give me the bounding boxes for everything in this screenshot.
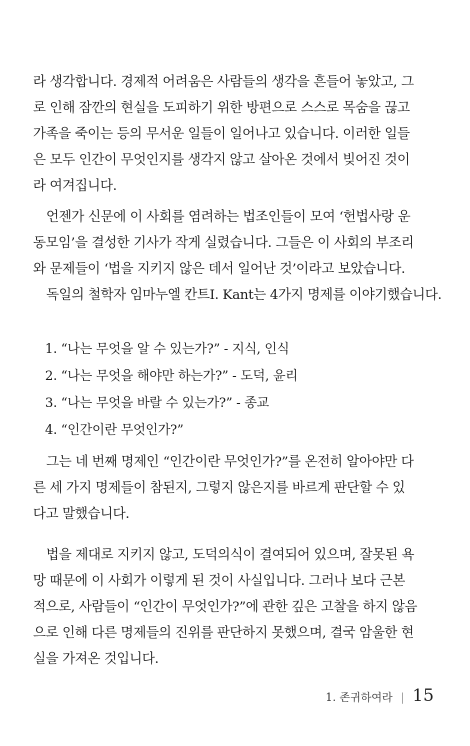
page-footer: [326, 686, 434, 706]
footer-separator: |: [400, 691, 405, 704]
text-line: 가족을 죽이는 등의 무서운 일들이 일어나고 있습니다. 이러한 일들: [33, 127, 410, 142]
text-line: 로 인해 잠깐의 현실을 도피하기 위한 방편으로 스스로 목숨을 끊고: [33, 101, 410, 116]
text-line: 법을 제대로 지키지 않고, 도덕의식이 결여되어 있으며, 잘못된 욕: [33, 548, 415, 563]
text-line: 으로 인해 다른 명제들의 진위를 판단하지 못했으며, 결국 암울한 현: [33, 626, 414, 641]
text-line: 라 여겨집니다.: [33, 179, 117, 194]
text-line: 그는 네 번째 명제인 “인간이란 무엇인가?”를 온전히 알아야만 다: [33, 455, 414, 470]
list-item: 4. “인간이란 무엇인가?”: [45, 423, 184, 438]
chapter-title: 1. 존귀하여라: [325, 691, 393, 704]
list-item: 2. “나는 무엇을 해야만 하는가?” - 도덕, 윤리: [45, 369, 298, 384]
paragraph-4: [33, 543, 441, 673]
text-line: 와 문제들이 ‘법을 지키지 않은 데서 일어난 것’이라고 보았습니다.: [33, 262, 406, 277]
text-line: 망 때문에 이 사회가 이렇게 된 것이 사실입니다. 그러나 보다 근본: [33, 574, 406, 589]
paragraph-2: [33, 205, 441, 309]
paragraph-1: [33, 70, 441, 200]
paragraph-3: [33, 450, 441, 528]
text-line: 독일의 철학자 임마누엘 칸트I. Kant는 4가지 명제를 이야기했습니다.: [33, 288, 442, 303]
list-item: 3. “나는 무엇을 바랄 수 있는가?” - 종교: [45, 396, 270, 411]
page-number: 15: [412, 686, 434, 706]
text-line: 은 모두 인간이 무엇인지를 생각지 않고 살아온 것에서 빚어진 것이: [33, 153, 410, 168]
text-line: 언젠가 신문에 이 사회를 염려하는 법조인들이 모여 ‘헌법사랑 운: [33, 210, 411, 225]
list-item: 1. “나는 무엇을 알 수 있는가?” - 지식, 인식: [45, 342, 290, 357]
text-line: 적으로, 사람들이 “인간이 무엇인가?”에 관한 깊은 고찰을 하지 않음: [33, 600, 418, 615]
kant-propositions-list: [45, 336, 425, 444]
text-line: 동모임’을 결성한 기사가 작게 실렸습니다. 그들은 이 사회의 부조리: [33, 236, 414, 251]
text-line: 실을 가져온 것입니다.: [33, 652, 159, 667]
text-line: 다고 말했습니다.: [33, 507, 130, 522]
text-line: 른 세 가지 명제들이 참된지, 그렇지 않은지를 바르게 판단할 수 있: [33, 481, 406, 496]
text-line: 라 생각합니다. 경제적 어려움은 사람들의 생각을 흔들어 놓았고, 그: [33, 75, 414, 90]
